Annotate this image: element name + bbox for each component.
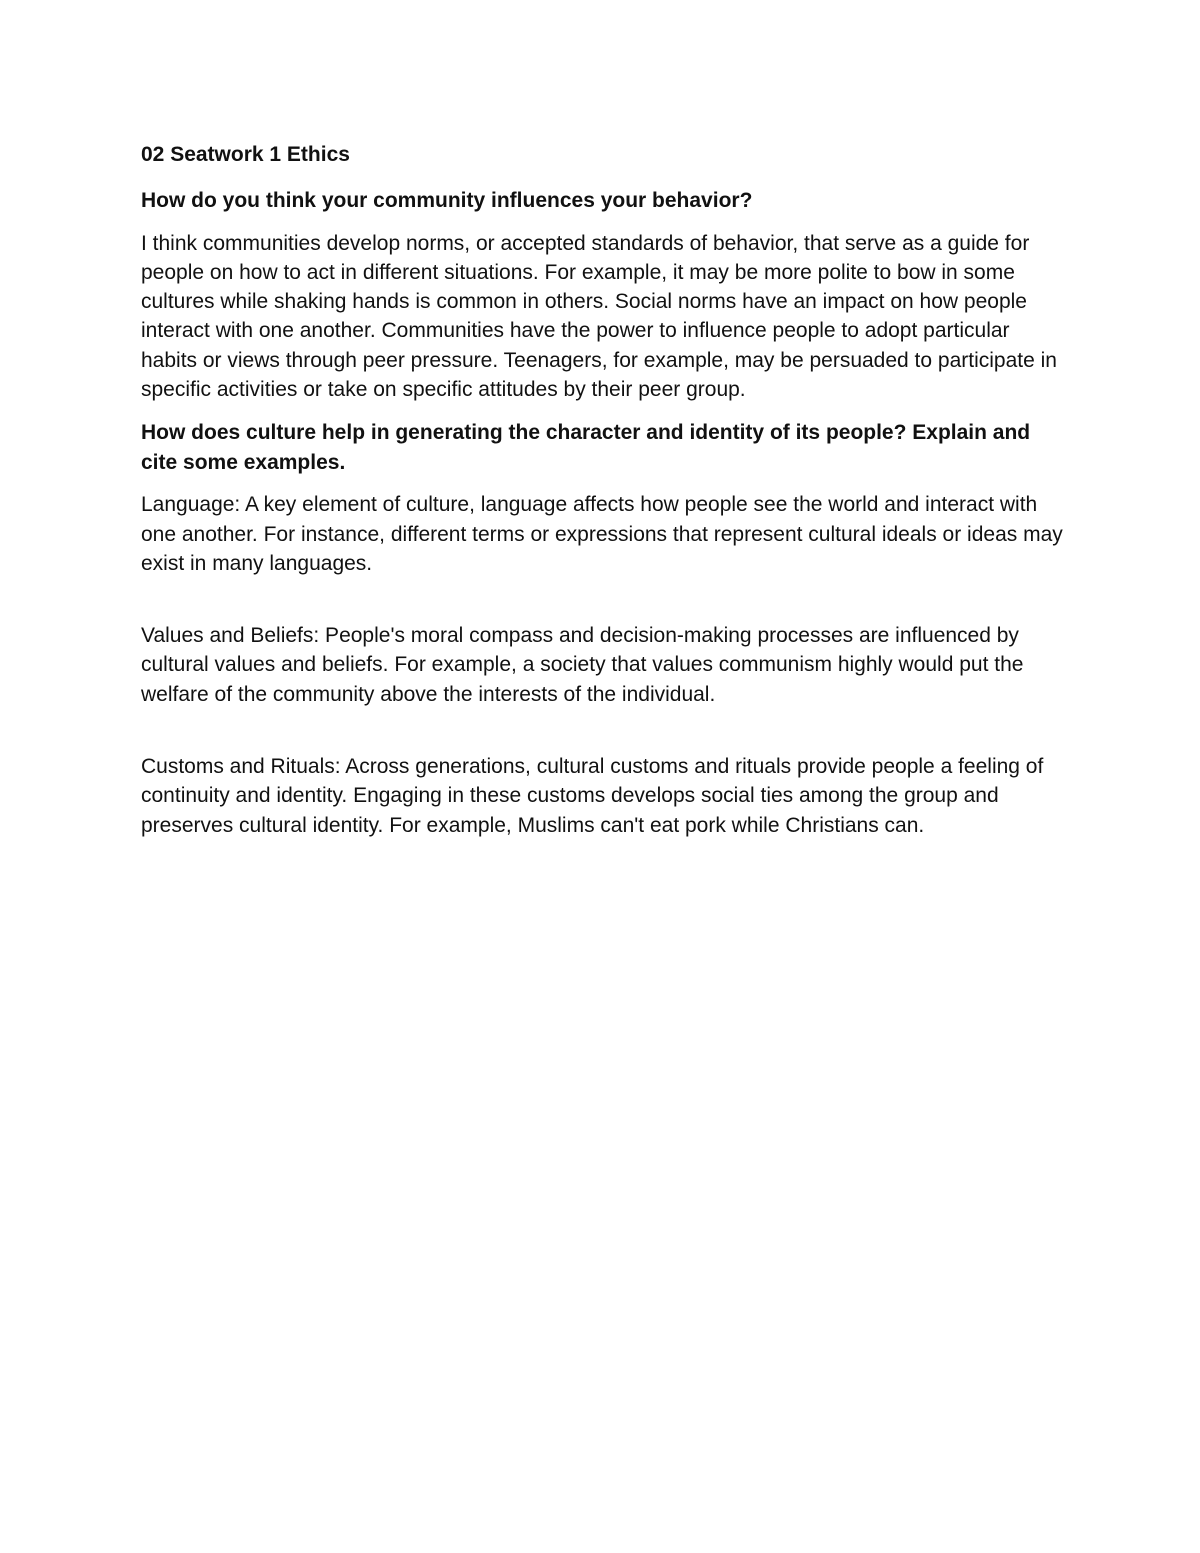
answer-language-paragraph: Language: A key element of culture, language affects how people see the world and interact with one another. For instance, different terms or expressions that represent cultural ideals or ideas may exist in many languages. [141,493,1063,575]
document-title: 02 Seatwork 1 Ethics [141,143,350,166]
answer-community-influence: I think communities develop norms, or accepted standards of behavior, that serve as a guide for people on how to act in different situations. For example, it may be more polite to bow in some cultures while shaking hands is common in others. Social norms have an impact on how people interact with one another. Communities have the power to influence people to adopt particular habits or views through peer pressure. Teenagers, for example, may be persuaded to participate in specific activities or take on specific attitudes by their peer group. [141,231,1057,401]
question-culture-identity: How does culture help in generating the character and identity of its people? Explain and cite some examples. [141,421,1031,474]
answer-values-paragraph: Values and Beliefs: People's moral compass and decision-making processes are influenced by cultural values and beliefs. For example, a society that values communism highly would put the welfare of the community above the interests of the individual. [141,624,1024,706]
answer-customs-paragraph: Customs and Rituals: Across generations, cultural customs and rituals provide people a feeling of continuity and identity. Engaging in these customs develops social ties among the group and preserves cultural identity. For example, Muslims can't eat pork while Christians can. [141,755,1044,837]
paragraph-gap [141,723,1071,752]
question-community-influence: How do you think your community influences your behavior? [141,189,753,212]
document-page [141,140,1071,854]
paragraph-gap [141,592,1071,621]
